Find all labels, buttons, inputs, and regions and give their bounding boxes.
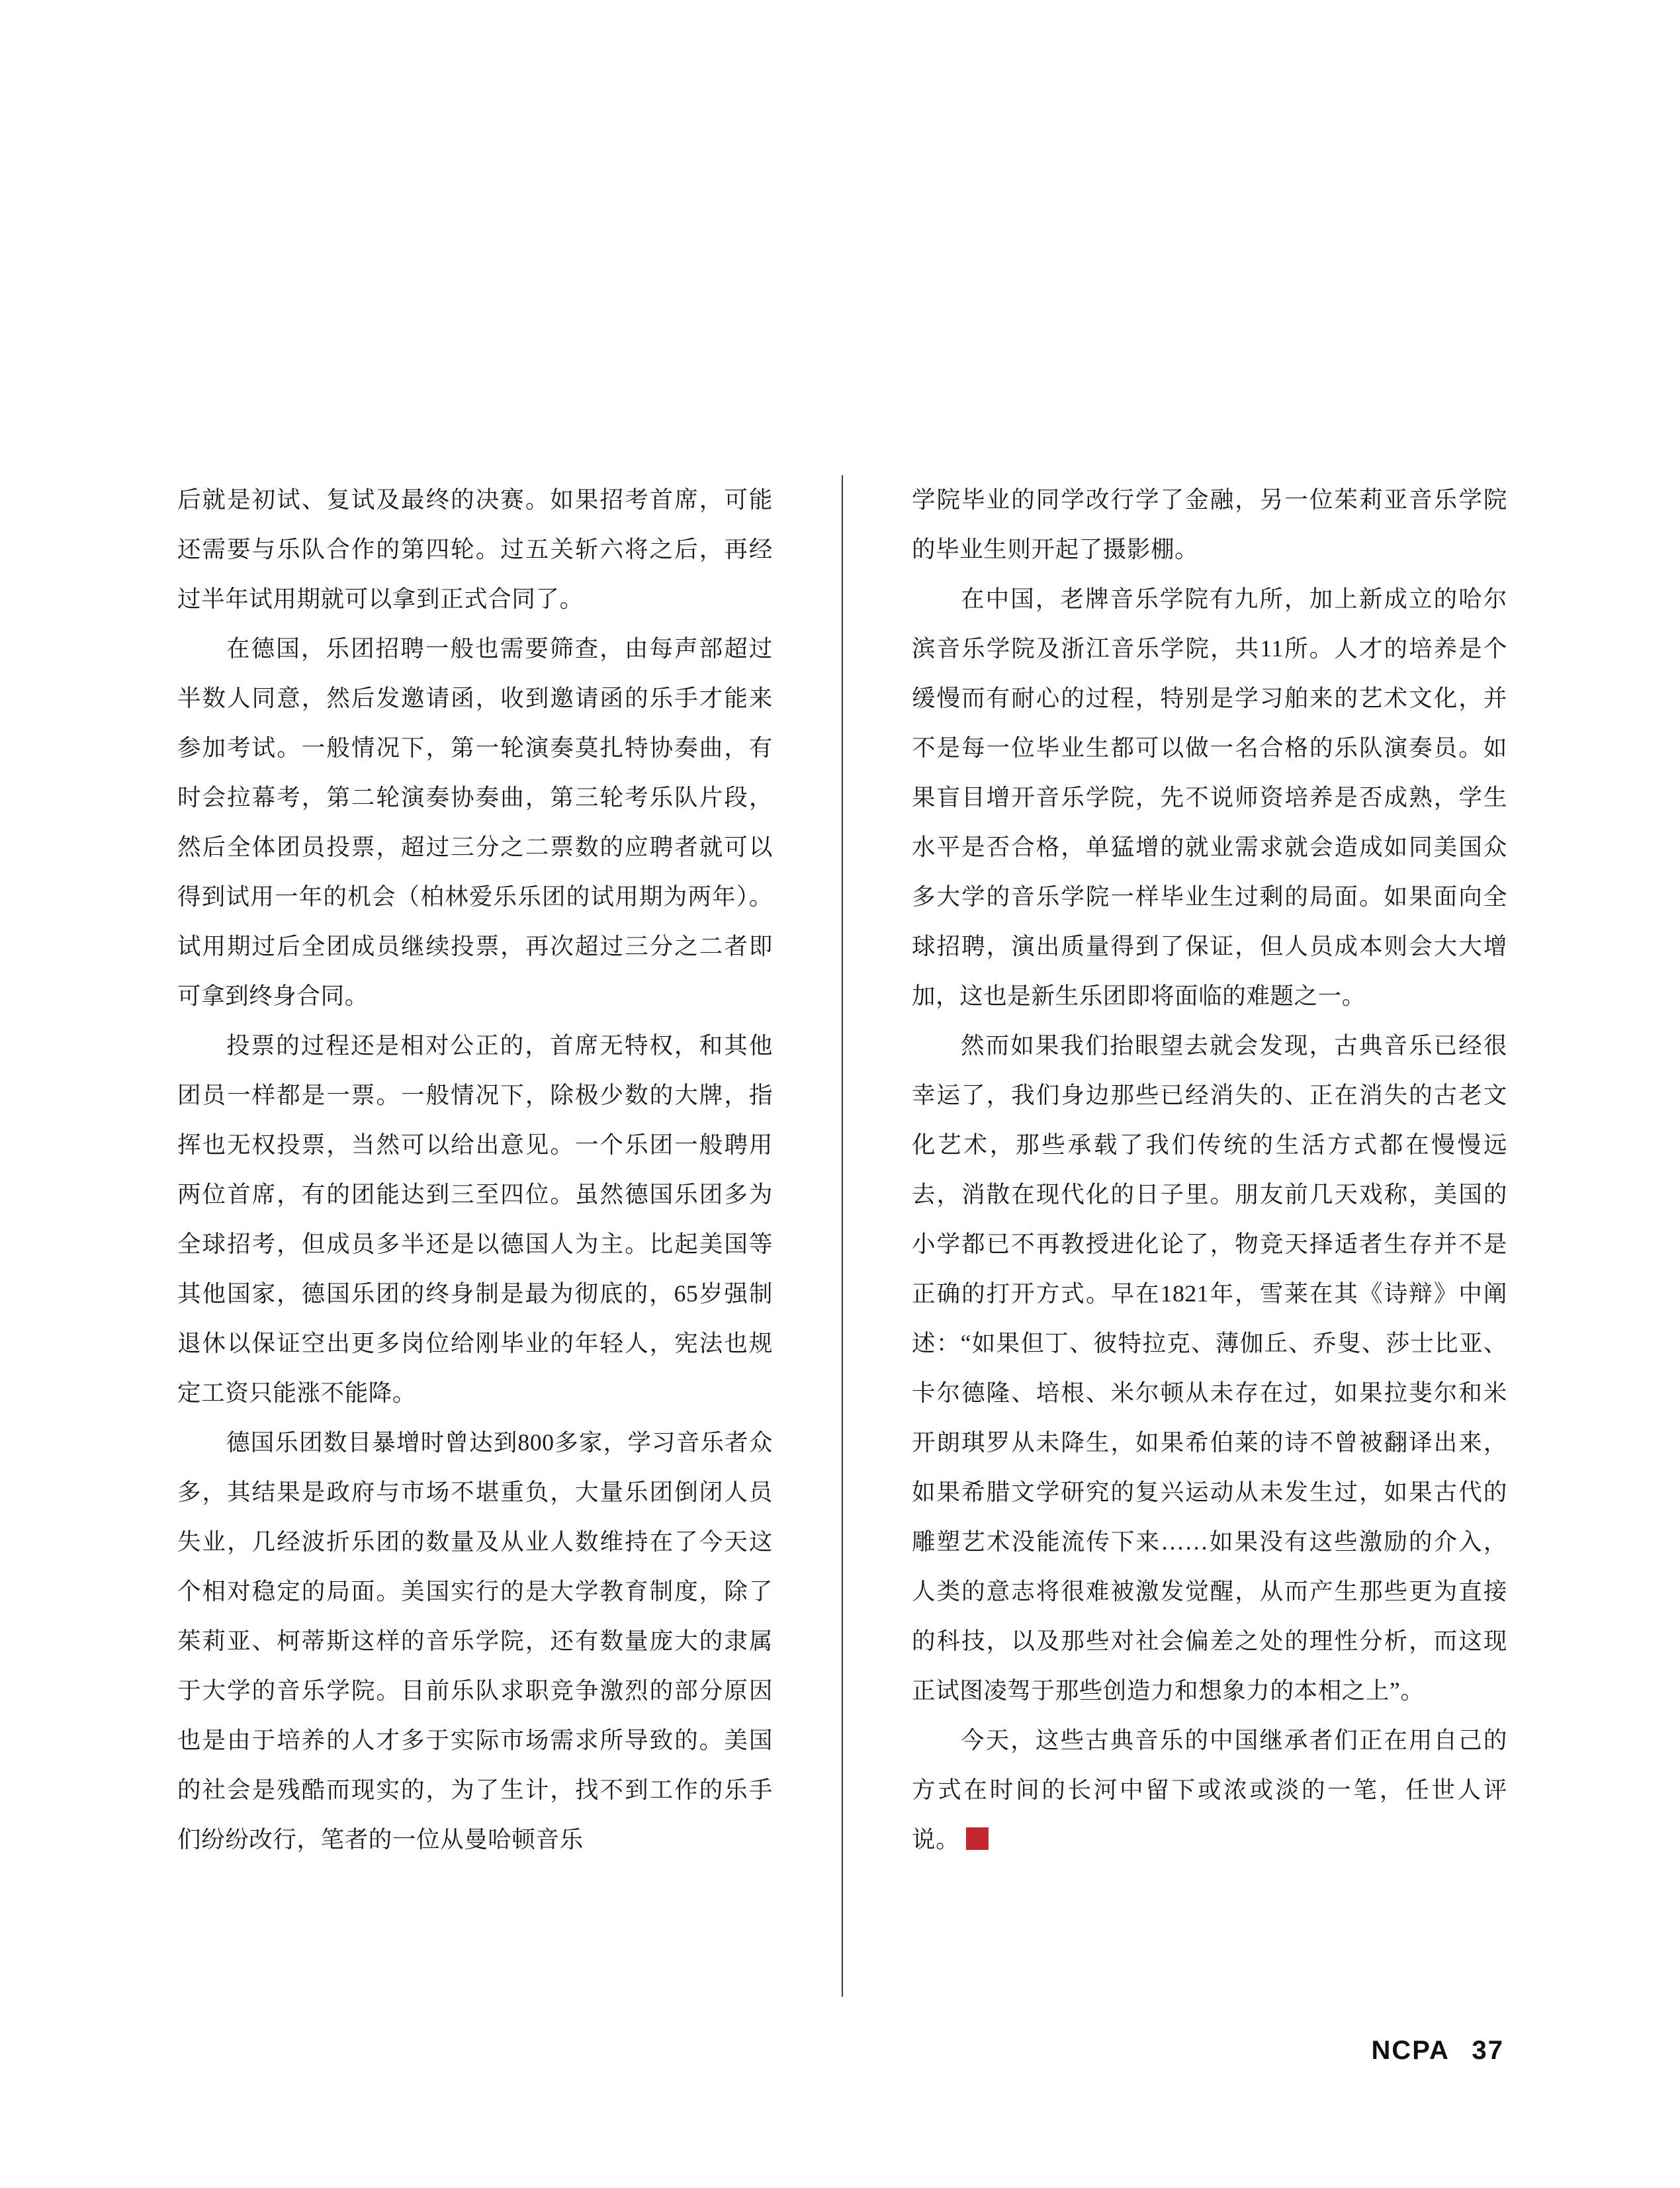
- final-paragraph-text: 今天，这些古典音乐的中国继承者们正在用自己的方式在时间的长河中留下或浓或淡的一笔，任世人评说。: [912, 1727, 1507, 1853]
- paragraph: 在中国，老牌音乐学院有九所，加上新成立的哈尔滨音乐学院及浙江音乐学院，共11所。人才的培养是个缓慢而有耐心的过程，特别是学习舶来的艺术文化，并不是每一位毕业生都可以做一名合格的乐队演奏员。如果盲目增开音乐学院，先不说师资培养是否成熟，学生水平是否合格，单猛增的就业需求就会造成如同美国众多大学的音乐学院一样毕业生过剩的局面。如果面向全球招聘，演出质量得到了保证，但人员成本则会大大增加，这也是新生乐团即将面临的难题之一。: [912, 586, 1507, 1009]
- final-paragraph: [912, 1716, 1507, 1864]
- right-column: [912, 475, 1507, 1864]
- column-divider: [842, 475, 843, 1997]
- paragraph: 在德国，乐团招聘一般也需要筛查，由每声部超过半数人同意，然后发邀请函，收到邀请函的乐手才能来参加考试。一般情况下，第一轮演奏莫扎特协奏曲，有时会拉幕考，第二轮演奏协奏曲，第三轮考乐队片段，然后全体团员投票，超过三分之二票数的应聘者就可以得到试用一年的机会（柏林爱乐乐团的试用期为两年）。试用期过后全团成员继续投票，再次超过三分之二者即可拿到终身合同。: [177, 635, 773, 1009]
- two-column-body: [177, 475, 1507, 1997]
- page-number: 37: [1472, 2036, 1504, 2065]
- paragraph: 学院毕业的同学改行学了金融，另一位茱莉亚音乐学院的毕业生则开起了摄影棚。: [912, 486, 1507, 562]
- paragraph: 后就是初试、复试及最终的决赛。如果招考首席，可能还需要与乐队合作的第四轮。过五关斩六将之后，再经过半年试用期就可以拿到正式合同了。: [177, 486, 773, 612]
- paragraph: 德国乐团数目暴增时曾达到800多家，学习音乐者众多，其结果是政府与市场不堪重负，大量乐团倒闭人员失业，几经波折乐团的数量及从业人数维持在了今天这个相对稳定的局面。美国实行的是大学教育制度，除了茱莉亚、柯蒂斯这样的音乐学院，还有数量庞大的隶属于大学的音乐学院。目前乐队求职竞争激烈的部分原因也是由于培养的人才多于实际市场需求所导致的。美国的社会是残酷而现实的，为了生计，找不到工作的乐手们纷纷改行，笔者的一位从曼哈顿音乐: [177, 1429, 773, 1853]
- end-mark-seal-icon: [966, 1827, 989, 1850]
- paragraph: 然而如果我们抬眼望去就会发现，古典音乐已经很幸运了，我们身边那些已经消失的、正在消失的古老文化艺术，那些承载了我们传统的生活方式都在慢慢远去，消散在现代化的日子里。朋友前几天戏称，美国的小学都已不再教授进化论了，物竞天择适者生存并不是正确的打开方式。早在1821年，雪莱在其《诗辩》中阐述：“如果但丁、彼特拉克、薄伽丘、乔叟、莎士比亚、卡尔德隆、培根、米尔顿从未存在过，如果拉斐尔和米开朗琪罗从未降生，如果希伯莱的诗不曾被翻译出来，如果希腊文学研究的复兴运动从未发生过，如果古代的雕塑艺术没能流传下来……如果没有这些激励的介入，人类的意志将很难被激发觉醒，从而产生那些更为直接的科技，以及那些对社会偏差之处的理性分析，而这现正试图凌驾于那些创造力和想象力的本相之上”。: [912, 1032, 1507, 1704]
- publication-name: NCPA: [1371, 2036, 1449, 2065]
- paragraph: 投票的过程还是相对公正的，首席无特权，和其他团员一样都是一票。一般情况下，除极少数的大牌，指挥也无权投票，当然可以给出意见。一个乐团一般聘用两位首席，有的团能达到三至四位。虽然德国乐团多为全球招考，但成员多半还是以德国人为主。比起美国等其他国家，德国乐团的终身制是最为彻底的，65岁强制退休以保证空出更多岗位给刚毕业的年轻人，宪法也规定工资只能涨不能降。: [177, 1032, 773, 1406]
- left-column: [177, 475, 773, 1864]
- page-footer: [1371, 2036, 1504, 2066]
